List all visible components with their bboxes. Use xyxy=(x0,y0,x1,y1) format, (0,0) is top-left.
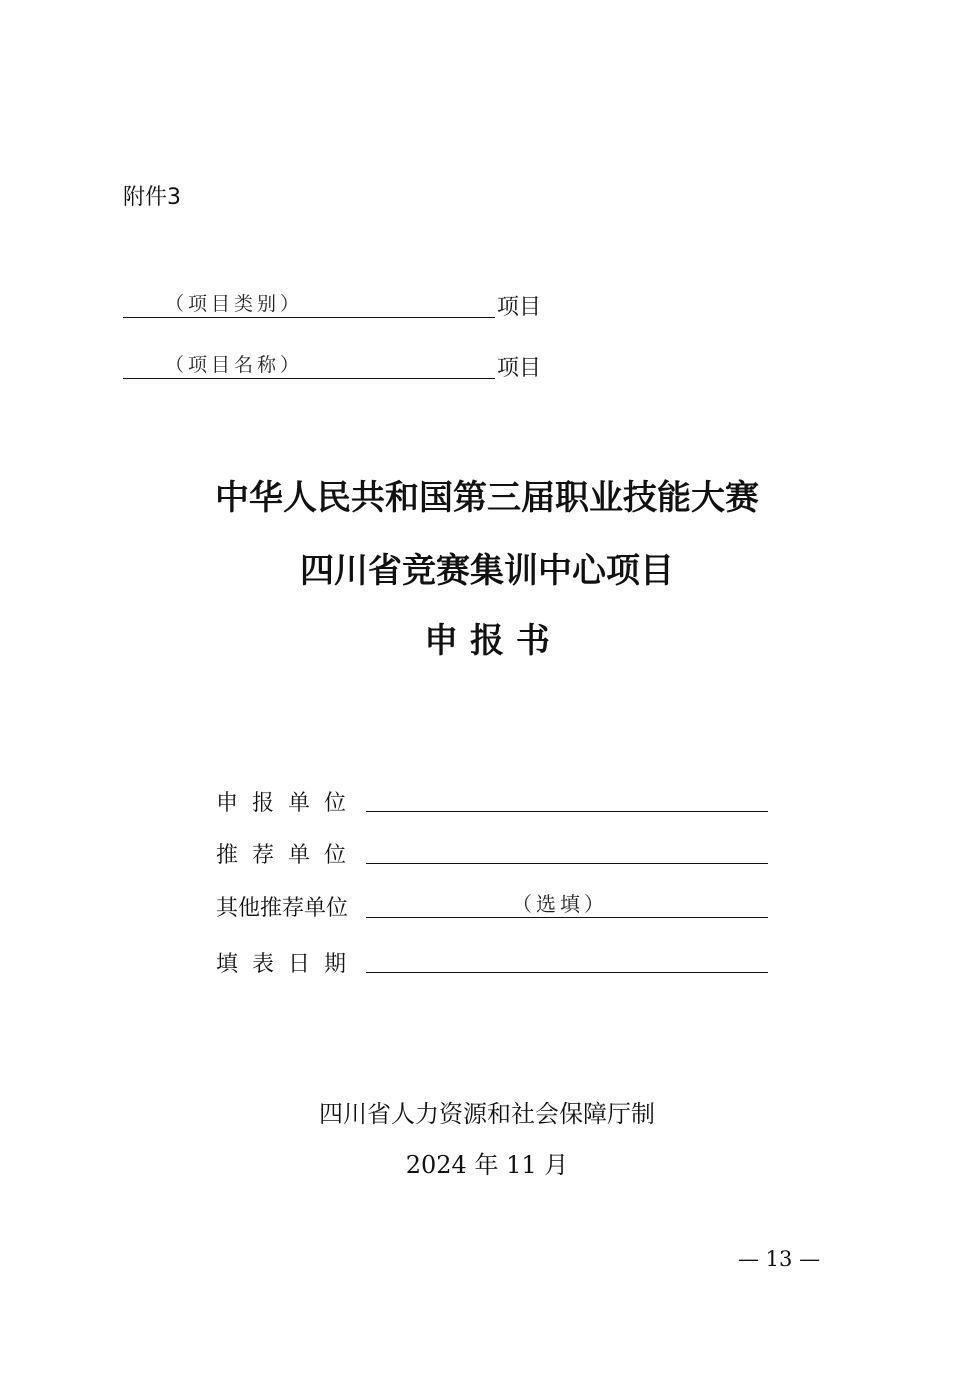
fill-date-line xyxy=(366,942,768,973)
title-line-2: 四川省竞赛集训中心项目 xyxy=(300,551,674,591)
other-recommending-line xyxy=(366,887,768,918)
fill-date-label: 填表日期 xyxy=(216,952,361,977)
issue-date: 2024 年 11 月 xyxy=(405,1151,569,1179)
project-name-hint: （项目名称） xyxy=(165,354,304,376)
project-name-suffix: 项目 xyxy=(497,356,542,381)
recommending-unit-line xyxy=(366,833,768,864)
project-category-suffix: 项目 xyxy=(497,295,542,320)
title-line-3: 申 报 书 xyxy=(424,621,550,661)
page-number: — 13 — xyxy=(738,1247,821,1271)
other-recommending-hint: （选填） xyxy=(512,892,608,916)
attachment-label: 附件3 xyxy=(123,185,181,210)
other-recommending-label: 其他推荐单位 xyxy=(216,896,349,921)
project-category-hint: （项目类别） xyxy=(165,293,304,315)
recommending-unit-label: 推荐单位 xyxy=(216,843,361,868)
applicant-unit-line xyxy=(366,781,768,812)
title-line-1: 中华人民共和国第三届职业技能大赛 xyxy=(215,478,759,518)
applicant-unit-label: 申报单位 xyxy=(216,791,361,816)
project-name-line xyxy=(123,344,495,379)
project-category-line xyxy=(123,283,495,318)
issuer: 四川省人力资源和社会保障厅制 xyxy=(319,1100,655,1128)
